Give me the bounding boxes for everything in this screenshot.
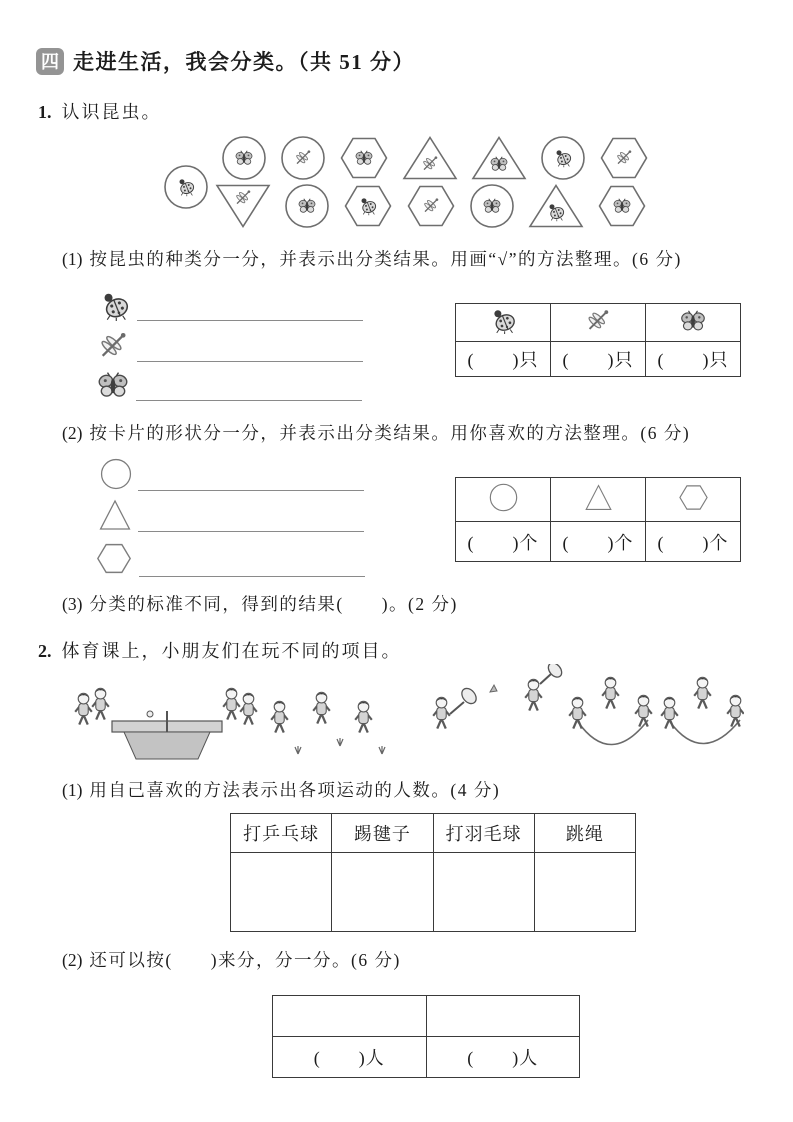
card-circle-butterfly	[221, 135, 267, 181]
shape-table-hexagon-cell	[646, 478, 741, 522]
butterfly-icon	[95, 368, 131, 401]
q2-part-1-text: 用自己喜欢的方法表示出各项运动的人数。(4 分)	[89, 780, 501, 800]
write-line-butterfly	[95, 368, 362, 401]
header-shuttlecock: 踢毽子	[332, 814, 433, 853]
count-cell: ( )人	[426, 1037, 580, 1078]
ladybug-icon	[98, 290, 132, 321]
card-circle-dragonfly	[280, 135, 326, 181]
shape-table-circle-cell	[456, 478, 551, 522]
sports-scene-illustration	[72, 664, 744, 770]
table-tennis-group	[75, 688, 257, 759]
card-hexagon-ladybug	[343, 183, 393, 229]
card-circle-butterfly	[284, 183, 330, 229]
circle-icon	[99, 457, 133, 491]
circle-icon	[488, 482, 519, 513]
question-2	[38, 637, 402, 663]
sports-table	[230, 813, 636, 932]
write-line-circle	[99, 457, 364, 491]
q1-part-3-label: (3)	[62, 594, 83, 614]
dragonfly-icon	[94, 329, 132, 362]
card-circle-ladybug	[163, 164, 209, 210]
insect-cards-row-top	[221, 135, 649, 181]
card-triangle-dragonfly	[402, 135, 458, 181]
write-line-triangle	[97, 498, 364, 532]
insect-table-dragonfly-cell	[551, 304, 646, 342]
header-jump-rope: 跳绳	[534, 814, 635, 853]
q1-part-1-text: 按昆虫的种类分一分，并表示出分类结果。用画“√”的方法整理。(6 分)	[89, 249, 682, 269]
q1-part-2-text: 按卡片的形状分一分，并表示出分类结果。用你喜欢的方法整理。(6 分)	[89, 423, 691, 443]
sports-table-header-row	[231, 814, 636, 853]
count-cell: ( )只	[551, 342, 646, 377]
card-triangle-down-dragonfly	[215, 183, 271, 229]
split-count-table	[272, 995, 580, 1078]
triangle-icon	[583, 483, 614, 512]
butterfly-icon	[678, 307, 708, 334]
question-1-text: 认识昆虫。	[61, 102, 162, 122]
card-hexagon-dragonfly	[599, 135, 649, 181]
badminton-group	[433, 664, 564, 729]
section-number-badge: 四	[36, 48, 64, 75]
write-line-ladybug	[98, 290, 363, 321]
question-2-number: 2.	[38, 641, 52, 661]
q1-part-3-text: 分类的标准不同，得到的结果( )。(2 分)	[89, 594, 458, 614]
count-cell: ( )人	[273, 1037, 427, 1078]
card-hexagon-butterfly	[597, 183, 647, 229]
answer-line	[137, 320, 363, 321]
sports-table-answer-row	[231, 853, 636, 932]
q1-part-2	[62, 420, 690, 445]
answer-cell	[426, 996, 580, 1037]
card-standalone	[163, 164, 209, 215]
count-cell: ( )只	[646, 342, 741, 377]
q1-part-1	[62, 246, 682, 271]
answer-cell	[231, 853, 332, 932]
card-triangle-ladybug	[528, 183, 584, 229]
card-circle-ladybug	[540, 135, 586, 181]
answer-line	[138, 531, 364, 532]
insect-count-table	[455, 303, 741, 377]
q1-part-1-label: (1)	[62, 249, 83, 269]
count-cell: ( )个	[646, 522, 741, 562]
shape-table-triangle-cell	[551, 478, 646, 522]
answer-cell	[534, 853, 635, 932]
ladybug-icon	[489, 307, 518, 334]
count-cell: ( )个	[456, 522, 551, 562]
section-header	[36, 46, 415, 76]
answer-line	[139, 576, 365, 577]
shuttlecock-group	[271, 692, 385, 754]
q2-part-1-label: (1)	[62, 780, 83, 800]
count-cell: ( )个	[551, 522, 646, 562]
header-table-tennis: 打乒乓球	[231, 814, 332, 853]
triangle-icon	[97, 498, 133, 532]
q2-part-2	[62, 947, 401, 972]
card-hexagon-butterfly	[339, 135, 389, 181]
answer-line	[137, 361, 363, 362]
jump-rope-group	[569, 677, 744, 744]
header-badminton: 打羽毛球	[433, 814, 534, 853]
q2-part-1	[62, 777, 500, 802]
card-hexagon-dragonfly	[406, 183, 456, 229]
shape-count-table	[455, 477, 741, 562]
answer-line	[138, 490, 364, 491]
answer-line	[136, 400, 362, 401]
question-2-text: 体育课上，小朋友们在玩不同的项目。	[61, 641, 402, 661]
answer-cell	[273, 996, 427, 1037]
count-cell: ( )只	[456, 342, 551, 377]
question-1-number: 1.	[38, 102, 52, 122]
card-triangle-butterfly	[471, 135, 527, 181]
q1-part-2-label: (2)	[62, 423, 83, 443]
card-circle-butterfly	[469, 183, 515, 229]
insect-cards-figure	[163, 133, 688, 237]
hexagon-icon	[94, 540, 134, 577]
answer-cell	[332, 853, 433, 932]
hexagon-icon	[676, 482, 711, 513]
write-line-hexagon	[94, 540, 365, 577]
insect-table-butterfly-cell	[646, 304, 741, 342]
write-line-dragonfly	[94, 329, 363, 362]
answer-cell	[433, 853, 534, 932]
q2-part-2-label: (2)	[62, 950, 83, 970]
question-1	[38, 98, 162, 124]
q1-part-3	[62, 591, 458, 616]
insect-cards-row-bottom	[215, 183, 647, 229]
section-title: 走进生活，我会分类。（共 51 分）	[73, 50, 415, 74]
dragonfly-icon	[582, 307, 614, 334]
insect-table-ladybug-cell	[456, 304, 551, 342]
q2-part-2-text: 还可以按( )来分，分一分。(6 分)	[89, 950, 401, 970]
